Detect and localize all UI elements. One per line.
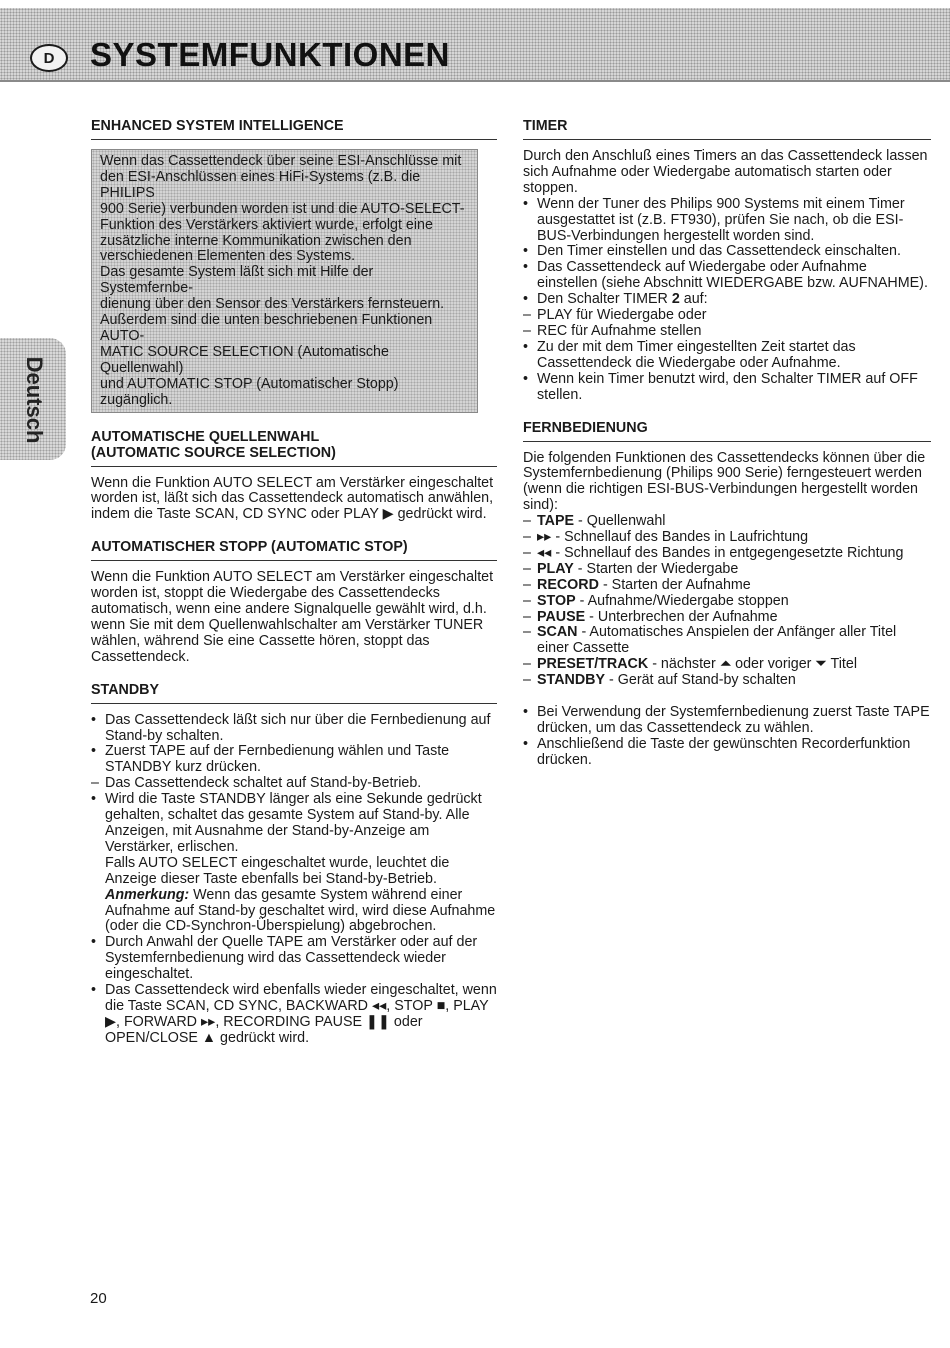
- esi-box-line: den ESI-Anschlüssen eines HiFi-Systems (z.B. die PHILIPS: [100, 168, 421, 201]
- remote-heading: FERNBEDIENUNG: [523, 420, 931, 442]
- esi-box-line: verschiedenen Elementen des Systems.: [100, 248, 356, 265]
- list-item: – SCAN - Automatisches Anspielen der Anfänger aller Titel einer Cassette: [523, 624, 897, 657]
- list-item: • Zuerst TAPE auf der Fernbedienung wählen und Taste STANDBY kurz drücken.: [91, 743, 450, 776]
- list-item: • Bei Verwendung der Systemfernbedienung zuerst Taste TAPE drücken, um das Cassettendeck zu wählen.: [523, 704, 930, 736]
- list-item: – PLAY für Wiedergabe oder: [523, 307, 707, 324]
- esi-box-line: und AUTOMATIC STOP (Automatischer Stopp) zugänglich.: [100, 375, 399, 408]
- list-item: – PAUSE - Unterbrechen der Aufnahme: [523, 608, 778, 625]
- remote-usage-list: [523, 705, 931, 769]
- remote-intro: Die folgenden Funktionen des Cassettendecks können über die Systemfernbedienung (Philips 900 Serie) ferngesteuert werden (wenn die richtigen ESI-BUS-Verbindungen hergestellt worden sind):: [523, 449, 926, 514]
- list-item: – STANDBY - Gerät auf Stand-by schalten: [523, 672, 796, 689]
- autostop-heading: AUTOMATISCHER STOPP (AUTOMATIC STOP): [91, 539, 497, 561]
- list-item: • Wenn der Tuner des Philips 900 Systems mit einem Timer ausgestattet ist (z.B. FT930), prüfen Sie nach, ob die ESI-BUS-Verbindungen hergestellt worden sind.: [523, 195, 905, 244]
- language-side-tab: [0, 338, 66, 460]
- timer-intro: Durch den Anschluß eines Timers an das Cassettendeck lassen sich Aufnahme oder Wiedergabe automatisch starten oder stoppen.: [523, 148, 928, 196]
- list-item: – STOP - Aufnahme/Wiedergabe stoppen: [523, 592, 789, 609]
- standby-heading: STANDBY: [91, 682, 497, 704]
- list-item: • Zu der mit dem Timer eingestellten Zeit startet das Cassettendeck die Wiedergabe oder Aufnahme.: [523, 338, 856, 371]
- list-item: • Wenn kein Timer benutzt wird, den Schalter TIMER auf OFF stellen.: [523, 370, 918, 403]
- standby-list-2: [91, 935, 497, 1046]
- list-item: – REC für Aufnahme stellen: [523, 322, 702, 339]
- list-item: – PLAY - Starten der Wiedergabe: [523, 560, 739, 577]
- timer-list: [523, 197, 931, 404]
- esi-box-line: Funktion des Verstärkers aktiviert wurde, erfolgt eine: [100, 216, 433, 233]
- list-item: – TAPE - Quellenwahl: [523, 513, 666, 530]
- left-column: [91, 118, 497, 1047]
- autostop-text: Wenn die Funktion AUTO SELECT am Verstärker eingeschaltet worden ist, stoppt die Wiedergabe des Cassettendecks automatisch, wenn eine andere Signalquelle gewählt wird, d.h. wenn Sie mit dem Quellenwahlschalter am Verstärker TUNER wählen, während Sie eine Cassette hören, stoppt das Cassettendeck.: [91, 569, 494, 665]
- esi-info-box: [91, 149, 478, 413]
- quellenwahl-text: Wenn die Funktion AUTO SELECT am Verstärker eingeschaltet worden ist, läßt sich das Cassettendeck automatisch anwählen, indem die Taste SCAN, CD SYNC oder PLAY ▶ gedrückt wird.: [91, 474, 494, 523]
- language-side-tab-label: Deutsch: [22, 356, 47, 444]
- esi-box-line: MATIC SOURCE SELECTION (Automatische Quellenwahl): [100, 343, 389, 376]
- esi-box-line: Wenn das Cassettendeck über seine ESI-Anschlüsse mit: [100, 153, 462, 169]
- remote-function-list: [523, 514, 931, 689]
- list-item: • Durch Anwahl der Quelle TAPE am Verstärker oder auf der Systemfernbedienung wird das Cassettendeck wieder eingeschaltet.: [91, 934, 478, 983]
- quellenwahl-heading: [91, 429, 497, 467]
- timer-heading: TIMER: [523, 118, 931, 140]
- standby-list: [91, 713, 497, 856]
- list-item: • Den Timer einstellen und das Cassettendeck einschalten.: [523, 243, 901, 260]
- list-item: – PRESET/TRACK - nächster ⏶ oder voriger ⏷ Titel: [523, 656, 858, 673]
- list-item: • Das Cassettendeck läßt sich nur über die Fernbedienung auf Stand-by schalten.: [91, 711, 491, 744]
- list-item: – ▸▸ - Schnellauf des Bandes in Laufrichtung: [523, 529, 809, 546]
- list-item: • Den Schalter TIMER 2 auf:: [523, 291, 708, 308]
- esi-box-line: Das gesamte System läßt sich mit Hilfe der Systemfernbe-: [100, 264, 374, 297]
- list-item: – Das Cassettendeck schaltet auf Stand-by-Betrieb.: [91, 775, 422, 792]
- note-label: Anmerkung:: [105, 886, 190, 903]
- right-column: [523, 118, 931, 769]
- esi-box-line: Außerdem sind die unten beschriebenen Funktionen AUTO-: [100, 312, 433, 344]
- quellenwahl-heading-line2: (AUTOMATIC SOURCE SELECTION): [91, 444, 336, 461]
- list-item: • Das Cassettendeck wird ebenfalls wieder eingeschaltet, wenn die Taste SCAN, CD SYNC, BACKWARD ◂◂, STOP ■, PLAY ▶, FORWARD ▸▸, RECORDING PAUSE ❚❚ oder OPEN/CLOSE ▲ gedrückt wird.: [91, 982, 497, 1046]
- esi-box-line: zusätzliche interne Kommunikation zwischen den: [100, 232, 412, 249]
- header-rule: [0, 80, 950, 82]
- list-item: • Anschließend die Taste der gewünschten Recorderfunktion drücken.: [523, 735, 911, 768]
- list-item: • Das Cassettendeck auf Wiedergabe oder Aufnahme einstellen (siehe Abschnitt WIEDERGABE bzw. AUFNAHME).: [523, 259, 928, 292]
- standby-note: Anmerkung: Wenn das gesamte System während einer Aufnahme auf Stand-by geschaltet wird, wird diese Aufnahme (oder die CD-Synchron-Überspielung) abgebrochen.: [105, 886, 496, 935]
- page-number: 20: [90, 1290, 107, 1307]
- page-title: SYSTEMFUNKTIONEN: [90, 36, 451, 73]
- esi-heading: ENHANCED SYSTEM INTELLIGENCE: [91, 118, 497, 140]
- standby-auto-select-text: Falls AUTO SELECT eingeschaltet wurde, leuchtet die Anzeige dieser Taste ebenfalls bei Stand-by-Betrieb.: [105, 854, 450, 887]
- list-item: • Wird die Taste STANDBY länger als eine Sekunde gedrückt gehalten, schaltet das gesamte System auf Stand-by. Alle Anzeigen, mit Ausnahme der Stand-by-Anzeige am Verstärker, erlischen.: [91, 791, 482, 855]
- quellenwahl-heading-line1: AUTOMATISCHE QUELLENWAHL: [91, 428, 320, 445]
- list-item: – RECORD - Starten der Aufnahme: [523, 576, 751, 593]
- esi-box-line: 900 Serie) verbunden worden ist und die AUTO-SELECT-: [100, 200, 465, 217]
- list-item: – ◂◂ - Schnellauf des Bandes in entgegengesetzte Richtung: [523, 544, 904, 561]
- esi-box-line: dienung über den Sensor des Verstärkers fernsteuern.: [100, 296, 445, 313]
- country-badge: D: [30, 44, 68, 72]
